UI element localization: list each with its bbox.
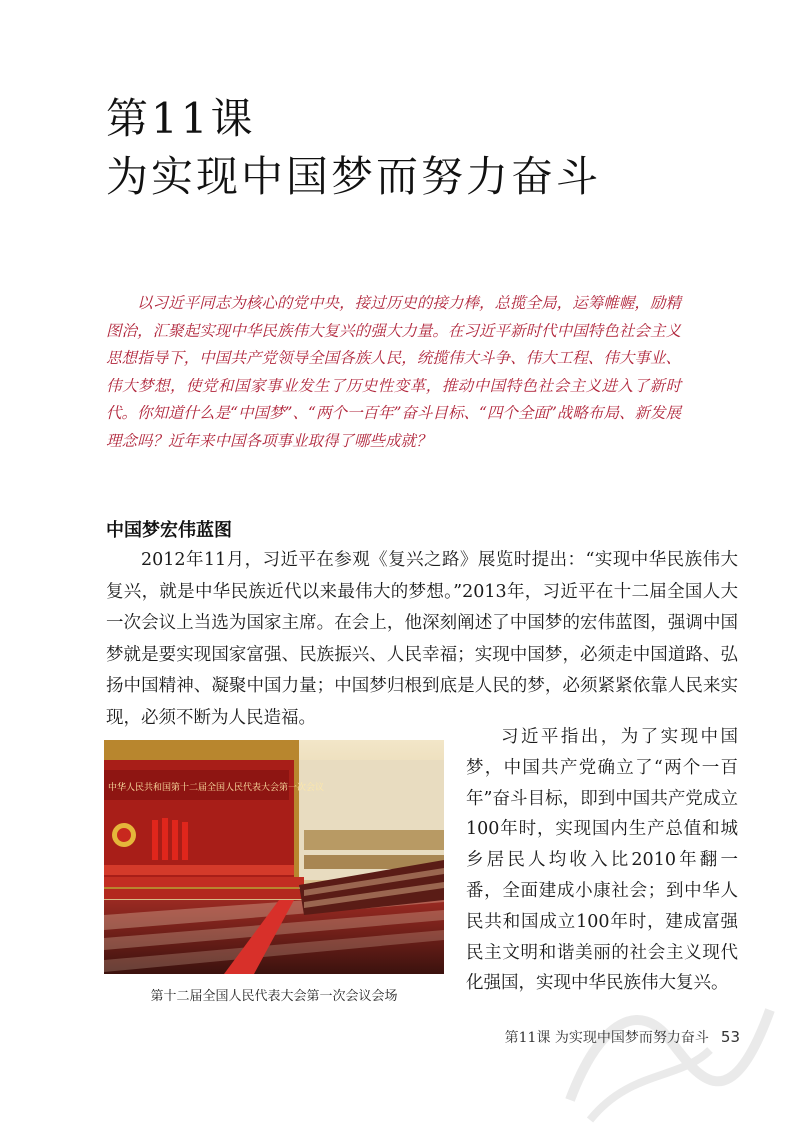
hall-banner-text: 中华人民共和国第十二届全国人民代表大会第一次会议 (108, 783, 325, 793)
section-heading: 中国梦宏伟蓝图 (106, 520, 232, 541)
body-paragraph-1: 2012年11月，习近平在参观《复兴之路》展览时提出：“实现中华民族伟大复兴，就是中华民族近代以来最伟大的梦想。”2013年，习近平在十二届全国人大一次会议上当选为国家主席。在会上，他深刻阐述了中国梦的宏伟蓝图，强调中国梦就是要实现国家富强、民族振兴、人民幸福；实现中国梦，必须走中国道路、弘扬中国精神、凝聚中国力量；中国梦归根到底是人民的梦，必须紧紧依靠人民来实现，必须不断为人民造福。 (106, 550, 738, 728)
congress-hall-photo (104, 740, 444, 974)
lesson-title: 为实现中国梦而努力奋斗 (106, 152, 602, 201)
photo-caption: 第十二届全国人民代表大会第一次会议会场 (150, 989, 398, 1004)
page-number: 53 (720, 1028, 740, 1046)
running-title: 第11课 为实现中国梦而努力奋斗 (504, 1030, 709, 1046)
watermark-graphic (560, 980, 780, 1134)
lesson-number-title: 第11课 (106, 94, 256, 143)
lesson-intro: 以习近平同志为核心的党中央，接过历史的接力棒，总揽全局，运筹帷幄，励精图治，汇聚起实现中华民族伟大复兴的强大力量。在习近平新时代中国特色社会主义思想指导下，中国共产党领导全国各族人民，统揽伟大斗争、伟大工程、伟大事业、伟大梦想，使党和国家事业发生了历史性变革，推动中国特色社会主义进入了新时代。你知道什么是“中国梦”、“两个一百年”奋斗目标、“四个全面”战略布局、新发展理念吗？近年来中国各项事业取得了哪些成就？ (106, 294, 681, 450)
body-paragraph-2: 习近平指出，为了实现中国梦，中国共产党确立了“两个一百年”奋斗目标，即到中国共产党成立100年时，实现国内生产总值和城乡居民人均收入比2010年翻一番，全面建成小康社会；到中华人民共和国成立100年时，建成富强民主文明和谐美丽的社会主义现代化强国，实现中华民族伟大复兴。 (466, 727, 738, 994)
